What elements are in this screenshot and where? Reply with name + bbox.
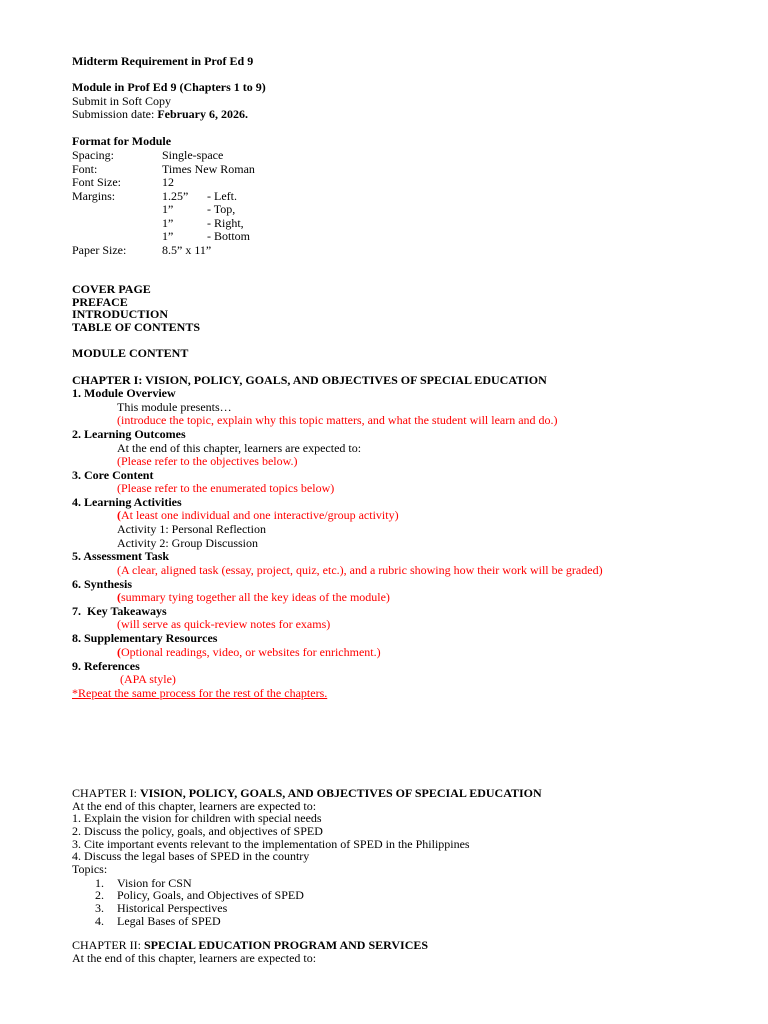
synthesis-note-text: summary tying together all the key ideas of the module): [121, 590, 390, 604]
assessment-task-note: (A clear, aligned task (essay, project, quiz, etc.), and a rubric showing how their work will be graded): [117, 563, 603, 577]
section-learning-activities: 4. Learning Activities: [72, 495, 182, 509]
learning-activities-note: [117, 508, 399, 522]
topic-1-number: 1.: [95, 876, 104, 890]
paper-size-value: 8.5” x 11”: [162, 243, 212, 257]
learning-activities-note-text: At least one individual and one interactive/group activity): [121, 508, 399, 522]
chapter-2-heading: [72, 938, 428, 952]
margin-top-side: - Top,: [207, 202, 236, 216]
margins-label: Margins:: [72, 189, 116, 203]
section-key-takeaways: 7. Key Takeaways: [72, 604, 167, 618]
chapter-2-intro: At the end of this chapter, learners are expected to:: [72, 951, 317, 965]
supplementary-note-paren: (: [117, 645, 121, 659]
topic-4-number: 4.: [95, 914, 104, 928]
section-synthesis: 6. Synthesis: [72, 577, 133, 591]
font-label: Font:: [72, 162, 98, 176]
part-table-of-contents: TABLE OF CONTENTS: [72, 320, 201, 334]
topic-3: Historical Perspectives: [117, 901, 228, 915]
section-supplementary-resources: 8. Supplementary Resources: [72, 631, 218, 645]
chapter-2-prefix: CHAPTER II:: [72, 938, 144, 952]
topics-label: Topics:: [72, 862, 108, 876]
chapter-1-prefix: CHAPTER I:: [72, 786, 141, 800]
chapter-1-intro: At the end of this chapter, learners are expected to:: [72, 799, 317, 813]
objective-2: 2. Discuss the policy, goals, and objectives of SPED: [72, 824, 323, 838]
supplementary-note-text: Optional readings, video, or websites for enrichment.): [121, 645, 381, 659]
submission-date-value: February 6, 2026.: [157, 107, 248, 121]
chapter-1-title: VISION, POLICY, GOALS, AND OBJECTIVES OF SPECIAL EDUCATION: [140, 786, 542, 800]
learning-activities-note-paren: (: [117, 508, 121, 522]
module-overview-note: (introduce the topic, explain why this topic matters, and what the student will learn and do.): [117, 413, 558, 427]
margin-left-side: - Left.: [207, 189, 237, 203]
margin-left-size: 1.25”: [162, 189, 189, 203]
margin-top-size: 1”: [162, 202, 174, 216]
chapter-2-title: SPECIAL EDUCATION PROGRAM AND SERVICES: [144, 938, 429, 952]
submission-date: [72, 107, 248, 121]
objective-3: 3. Cite important events relevant to the implementation of SPED in the Philippines: [72, 837, 470, 851]
repeat-instruction: *Repeat the same process for the rest of the chapters.: [72, 686, 328, 700]
margin-right-side: - Right,: [207, 216, 244, 230]
module-title: Module in Prof Ed 9 (Chapters 1 to 9): [72, 80, 266, 94]
chapter-1-heading: CHAPTER I: VISION, POLICY, GOALS, AND OBJECTIVES OF SPECIAL EDUCATION: [72, 373, 547, 387]
chapter-1-details-heading: [72, 786, 542, 800]
margin-bottom-side: - Bottom: [207, 229, 251, 243]
part-introduction: INTRODUCTION: [72, 307, 169, 321]
document-title: Midterm Requirement in Prof Ed 9: [72, 54, 254, 68]
synthesis-note: [117, 590, 390, 604]
supplementary-resources-note: [117, 645, 381, 659]
section-references: 9. References: [72, 659, 140, 673]
topic-2-number: 2.: [95, 888, 104, 902]
learning-outcomes-note: (Please refer to the objectives below.): [117, 454, 298, 468]
module-content-heading: MODULE CONTENT: [72, 346, 189, 360]
topic-1: Vision for CSN: [117, 876, 192, 890]
spacing-label: Spacing:: [72, 148, 114, 162]
activity-1: Activity 1: Personal Reflection: [117, 522, 266, 536]
section-core-content: 3. Core Content: [72, 468, 154, 482]
objective-4: 4. Discuss the legal bases of SPED in the country: [72, 849, 310, 863]
references-note: (APA style): [117, 672, 176, 686]
section-learning-outcomes: 2. Learning Outcomes: [72, 427, 186, 441]
module-overview-text: This module presents…: [117, 400, 232, 414]
font-size-label: Font Size:: [72, 175, 122, 189]
topic-3-number: 3.: [95, 901, 104, 915]
topic-4: Legal Bases of SPED: [117, 914, 221, 928]
section-module-overview: 1. Module Overview: [72, 386, 176, 400]
section-assessment-task: 5. Assessment Task: [72, 549, 170, 563]
activity-2: Activity 2: Group Discussion: [117, 536, 258, 550]
learning-outcomes-text: At the end of this chapter, learners are expected to:: [117, 441, 362, 455]
paper-size-label: Paper Size:: [72, 243, 127, 257]
font-size-value: 12: [162, 175, 174, 189]
format-heading: Format for Module: [72, 134, 172, 148]
topic-2: Policy, Goals, and Objectives of SPED: [117, 888, 304, 902]
objective-1: 1. Explain the vision for children with special needs: [72, 811, 322, 825]
spacing-value: Single-space: [162, 148, 224, 162]
synthesis-note-paren: (: [117, 590, 121, 604]
part-preface: PREFACE: [72, 295, 128, 309]
margin-right-size: 1”: [162, 216, 174, 230]
submit-instruction: Submit in Soft Copy: [72, 94, 172, 108]
font-value: Times New Roman: [162, 162, 255, 176]
core-content-note: (Please refer to the enumerated topics below): [117, 481, 335, 495]
part-cover-page: COVER PAGE: [72, 282, 151, 296]
margin-bottom-size: 1”: [162, 229, 174, 243]
submission-date-label: Submission date:: [72, 107, 158, 121]
key-takeaways-note: (will serve as quick-review notes for exams): [117, 617, 331, 631]
